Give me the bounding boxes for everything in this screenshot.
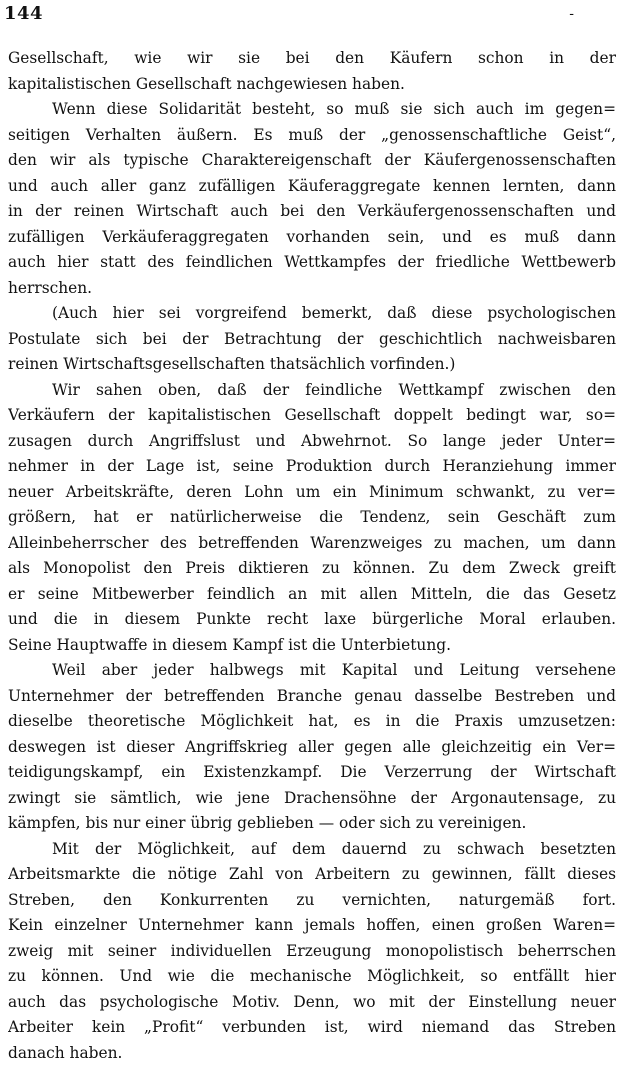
text-line: Mit der Möglichkeit, auf dem dauernd zu schwach besetzten xyxy=(52,839,616,858)
text-line: Kein einzelner Unternehmer kann jemals hoffen, einen großen Waren= xyxy=(8,916,616,934)
page-header xyxy=(4,2,616,28)
text-line: Alleinbeherrscher des betreffenden Warenzweiges zu machen, um dann xyxy=(8,533,616,552)
text-line: und die in diesem Punkte recht laxe bürgerliche Moral erlauben. xyxy=(8,610,616,628)
text-line: neuer Arbeitskräfte, deren Lohn um ein Minimum schwankt, zu ver= xyxy=(8,482,616,501)
text-line: deswegen ist dieser Angriffskrieg aller gegen alle gleichzeitig ein Ver= xyxy=(8,737,616,756)
text-line: kämpfen, bis nur einer übrig geblieben — oder sich zu vereinigen. xyxy=(8,814,527,832)
text-line: auch hier statt des feindlichen Wettkampfes der friedliche Wettbewerb xyxy=(8,253,616,271)
header-mark: - xyxy=(569,6,574,22)
text-line: zusagen durch Angriffslust und Abwehrnot. So lange jeder Unter= xyxy=(8,431,616,450)
text-line: zwingt sie sämtlich, wie jene Drachensöhne der Argonautensage, zu xyxy=(8,788,616,807)
text-line: kapitalistischen Gesellschaft nachgewiesen haben. xyxy=(8,74,405,93)
text-line: herrschen. xyxy=(8,278,93,297)
text-line: den wir als typische Charaktereigenschaft der Käufergenossenschaften xyxy=(8,151,616,169)
text-line: größern, hat er natürlicherweise die Tendenz, sein Geschäft zum xyxy=(8,508,616,526)
text-line: Wir sahen oben, daß der feindliche Wettkampf zwischen den xyxy=(52,380,616,399)
text-line: zu können. Und wie die mechanische Möglichkeit, so entfällt hier xyxy=(8,967,616,985)
text-line: und auch aller ganz zufälligen Käuferaggregate kennen lernten, dann xyxy=(8,176,616,195)
text-line: Postulate sich bei der Betrachtung der geschichtlich nachweisbaren xyxy=(8,329,616,348)
text-line: Wenn diese Solidarität besteht, so muß sie sich auch im gegen= xyxy=(52,100,616,118)
text-line: Gesellschaft, wie wir sie bei den Käufern schon in der xyxy=(8,49,616,67)
text-line: (Auch hier sei vorgreifend bemerkt, daß diese psychologischen xyxy=(52,304,616,322)
text-line: als Monopolist den Preis diktieren zu können. Zu dem Zweck greift xyxy=(8,559,616,577)
text-line: Arbeitsmarkte die nötige Zahl von Arbeitern zu gewinnen, fällt dieses xyxy=(8,865,616,883)
text-line: er seine Mitbewerber feindlich an mit allen Mitteln, die das Gesetz xyxy=(8,584,616,603)
text-line: Seine Hauptwaffe in diesem Kampf ist die Unterbietung. xyxy=(8,635,451,654)
text-line: seitigen Verhalten äußern. Es muß der „genossenschaftliche Geist“, xyxy=(8,125,616,144)
text-line: Arbeiter kein „Profit“ verbunden ist, wird niemand das Streben xyxy=(8,1018,616,1036)
text-line: Streben, den Konkurrenten zu vernichten, naturgemäß fort. xyxy=(8,890,616,909)
text-line: reinen Wirtschaftsgesellschaften thatsächlich vorfinden.) xyxy=(8,355,456,373)
text-line: in der reinen Wirtschaft auch bei den Verkäufergenossenschaften und xyxy=(8,202,616,220)
text-line: Weil aber jeder halbwegs mit Kapital und Leitung versehene xyxy=(52,661,616,679)
text-line: danach haben. xyxy=(8,1043,123,1062)
text-line: zweig mit seiner individuellen Erzeugung monopolistisch beherrschen xyxy=(8,941,616,960)
body-text xyxy=(8,46,616,1066)
text-line: Unternehmer der betreffenden Branche genau dasselbe Bestreben und xyxy=(8,686,616,705)
text-line: Verkäufern der kapitalistischen Gesellschaft doppelt bedingt war, so= xyxy=(8,406,616,424)
text-line: nehmer in der Lage ist, seine Produktion durch Heranziehung immer xyxy=(8,457,616,475)
text-line: dieselbe theoretische Möglichkeit hat, es in die Praxis umzusetzen: xyxy=(8,712,616,730)
text-line: teidigungskampf, ein Existenzkampf. Die Verzerrung der Wirtschaft xyxy=(8,763,616,781)
text-line: auch das psychologische Motiv. Denn, wo mit der Einstellung neuer xyxy=(8,992,616,1011)
text-line: zufälligen Verkäuferaggregaten vorhanden sein, und es muß dann xyxy=(8,227,616,246)
page-number: 144 xyxy=(4,3,44,24)
